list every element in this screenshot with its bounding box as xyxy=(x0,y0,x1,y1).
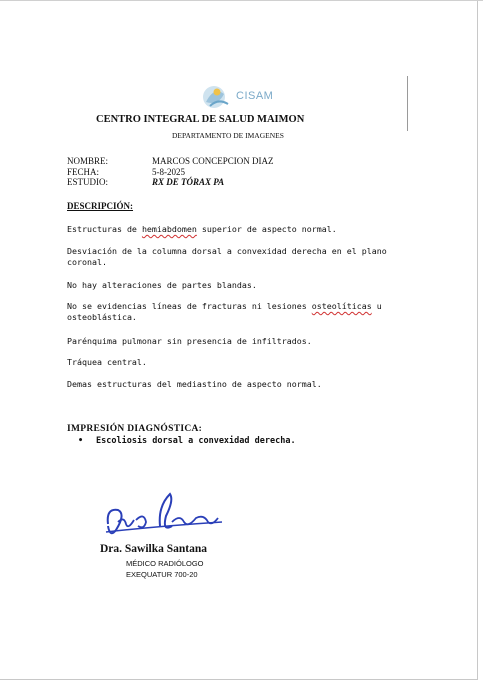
list-item xyxy=(78,436,296,446)
p1-text-c: superior de aspecto normal. xyxy=(196,224,337,234)
logo-text: CISAM xyxy=(236,90,274,102)
p1-misspelled-word: hemiabdomen xyxy=(141,224,197,234)
name-row xyxy=(67,156,274,167)
date-value: 5-8-2025 xyxy=(152,166,185,177)
study-value: RX DE TÓRAX PA xyxy=(152,177,225,187)
study-row xyxy=(67,177,274,188)
bullet-icon: • xyxy=(78,436,84,446)
doctor-role: MÉDICO RADIÓLOGO xyxy=(126,559,204,568)
name-value: MARCOS CONCEPCION DIAZ xyxy=(152,156,274,166)
impression-title: IMPRESIÓN DIAGNÓSTICA: xyxy=(67,424,203,434)
p1-text-a: Estructuras de xyxy=(67,224,142,234)
impression-list xyxy=(78,436,296,446)
date-label: FECHA: xyxy=(67,166,100,177)
name-label: NOMBRE: xyxy=(67,156,109,166)
cisam-logo xyxy=(200,82,278,112)
text-cursor xyxy=(407,76,408,131)
impression-item-text: Escoliosis dorsal a convexidad derecha. xyxy=(96,436,296,446)
doctor-name: Dra. Sawilka Santana xyxy=(100,543,208,555)
date-row xyxy=(67,167,274,178)
description-paragraph-3: No hay alteraciones de partes blandas. xyxy=(67,280,257,290)
p4-text-c: u osteoblástica. xyxy=(67,301,382,322)
study-label: ESTUDIO: xyxy=(67,177,108,187)
description-paragraph-1 xyxy=(67,224,387,235)
patient-fields xyxy=(67,156,274,188)
page-top-edge xyxy=(0,0,483,1)
p4-misspelled-word: osteolíticas xyxy=(311,301,372,311)
handwritten-signature xyxy=(100,486,230,546)
description-title: DESCRIPCIÓN: xyxy=(67,201,134,211)
doctor-exequatur: EXEQUATUR 700-20 xyxy=(126,570,198,579)
description-paragraph-2: Desviación de la columna dorsal a convexidad derecha en el plano coronal. xyxy=(67,246,387,267)
p4-text-a: No se evidencias líneas de fracturas ni lesiones xyxy=(67,301,312,311)
organization-name: CENTRO INTEGRAL DE SALUD MAIMON xyxy=(96,114,305,125)
description-paragraph-6: Tráquea central. xyxy=(67,357,147,367)
description-paragraph-7: Demas estructuras del mediastino de aspecto normal. xyxy=(67,379,322,389)
description-paragraph-5: Parénquima pulmonar sin presencia de infiltrados. xyxy=(67,336,312,346)
department-name: DEPARTAMENTO DE IMAGENES xyxy=(172,131,284,140)
description-paragraph-4 xyxy=(67,301,387,323)
